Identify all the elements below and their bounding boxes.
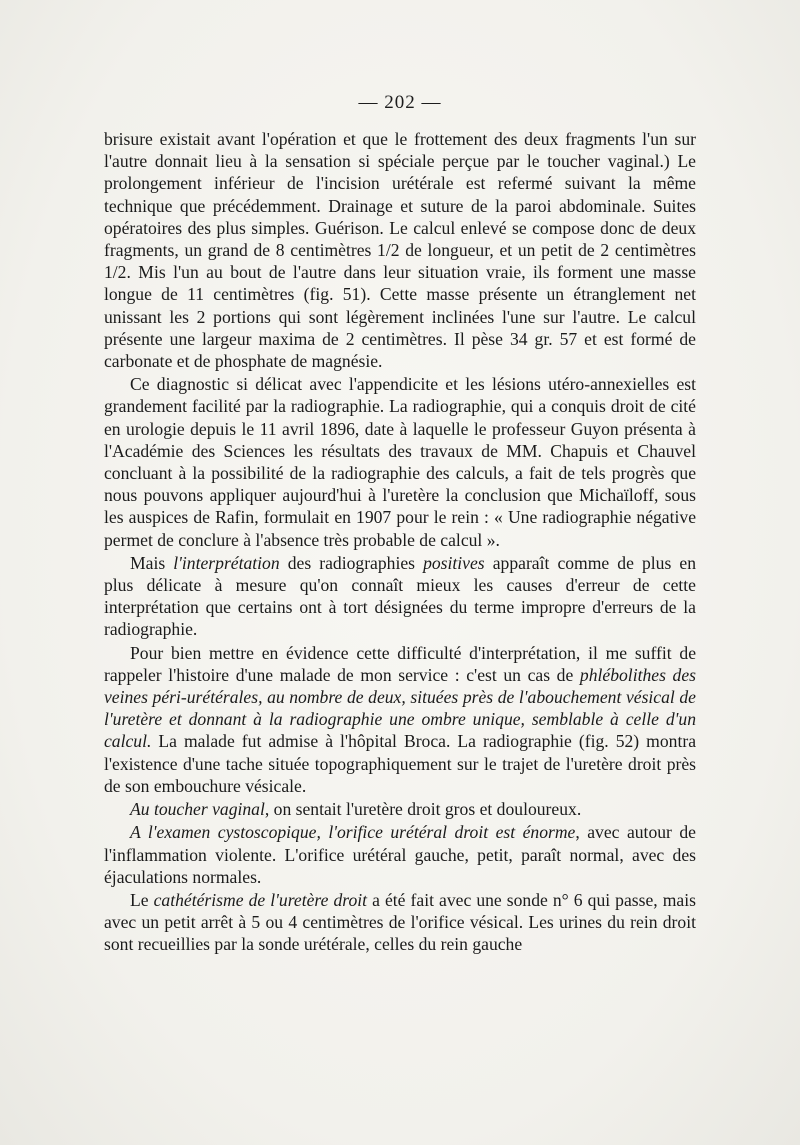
text-segment: , on sentait l'uretère droit gros et douloureux.	[264, 799, 582, 820]
text-segment: Ce diagnostic si délicat avec l'appendicite et les lésions utéro-annexielles est grandement facilité par la radiographie. La radiographie, qui a conquis droit de cité en urologie depuis le 11 avril 1896, date à laquelle le professeur Guyon présenta à l'Académie des Sciences les résultats des travaux de MM. Chapuis et Chauvel concluant à la possibilité de la radiographie des calculs, a fait de tels progrès que nous pouvons appliquer aujourd'hui à l'uretère la conclusion que Michaïloff, sous les auspices de Rafin, formulait en 1907 pour le rein : « Une radiographie négative permet de conclure à l'absence très probable de calcul ».	[104, 374, 696, 550]
italic-text: positives	[423, 552, 485, 573]
italic-text: phlébolithes des veines péri-urétérales, au nombre de deux, situées près de l'abouchement vésical de l'uretère et donnant à la radiographie une ombre unique, semblable à celle d'un calcul.	[104, 664, 697, 752]
text-segment: brisure existait avant l'opération et que le frottement des deux fragments l'un sur l'autre donnait lieu à la sensation si spéciale perçue par le toucher vaginal.) Le prolongement inférieur de l'incision urétérale est refermé suivant la même technique que précédemment. Drainage et suture de la paroi abdominale. Suites opératoires des plus simples. Guérison. Le calcul enlevé se compose donc de deux fragments, un grand de 8 centimètres 1/2 de longueur, et un petit de 2 centimètres 1/2. Mis l'un au bout de l'autre dans leur situation vraie, ils forment une masse longue de 11 centimètres (fig. 51). Cette masse présente un étranglement net unissant les 2 portions qui sont légèrement inclinées l'une sur l'autre. Le calcul présente une largeur maxima de 2 centimètres. Il pèse 34 gr. 57 et est formé de carbonate et de phosphate de magnésie.	[104, 129, 696, 372]
body-text	[104, 128, 696, 956]
text-segment: a été fait avec une sonde n° 6 qui passe, mais avec un petit arrêt à 5 ou 4 centimètres de l'orifice vésical. Les urines du rein droit sont recueillies par la sonde urétérale, celles du rein gauche	[104, 889, 696, 955]
text-segment: La malade fut admise à l'hôpital Broca. La radiographie (fig. 52) montra l'existence d'une tache située topographiquement sur le trajet de l'uretère droit près de son embouchure vésicale.	[104, 731, 696, 796]
paragraph	[104, 552, 696, 641]
text-segment: Le	[130, 889, 154, 910]
paragraph	[104, 128, 696, 372]
italic-text: Au toucher vaginal	[130, 799, 265, 820]
italic-text: A l'examen cystoscopique, l'orifice urétéral droit est énorme	[130, 822, 576, 843]
text-segment: Pour bien mettre en évidence cette difficulté d'interprétation, il me suffit de rappeler l'histoire d'une malade de mon service : c'est un cas de	[104, 642, 696, 685]
paragraph	[104, 642, 696, 797]
paragraph	[104, 889, 696, 956]
italic-text: cathétérisme de l'uretère droit	[153, 889, 368, 910]
paragraph	[104, 821, 696, 888]
text-segment: apparaît comme de plus en plus délicate à mesure qu'on connaît mieux les causes d'erreur de cette interprétation que certains ont à tort désignées du terme impropre d'erreurs de la radiographie.	[104, 552, 696, 640]
text-segment: , avec autour de l'inflammation violente. L'orifice urétéral gauche, petit, paraît normal, avec des éjaculations normales.	[104, 822, 696, 887]
paragraph	[104, 798, 696, 820]
text-segment: Mais	[130, 552, 174, 573]
paragraph	[104, 373, 696, 551]
page-number: — 202 —	[358, 92, 442, 113]
italic-text: l'interprétation	[173, 552, 280, 573]
text-segment: des radiographies	[279, 552, 424, 573]
